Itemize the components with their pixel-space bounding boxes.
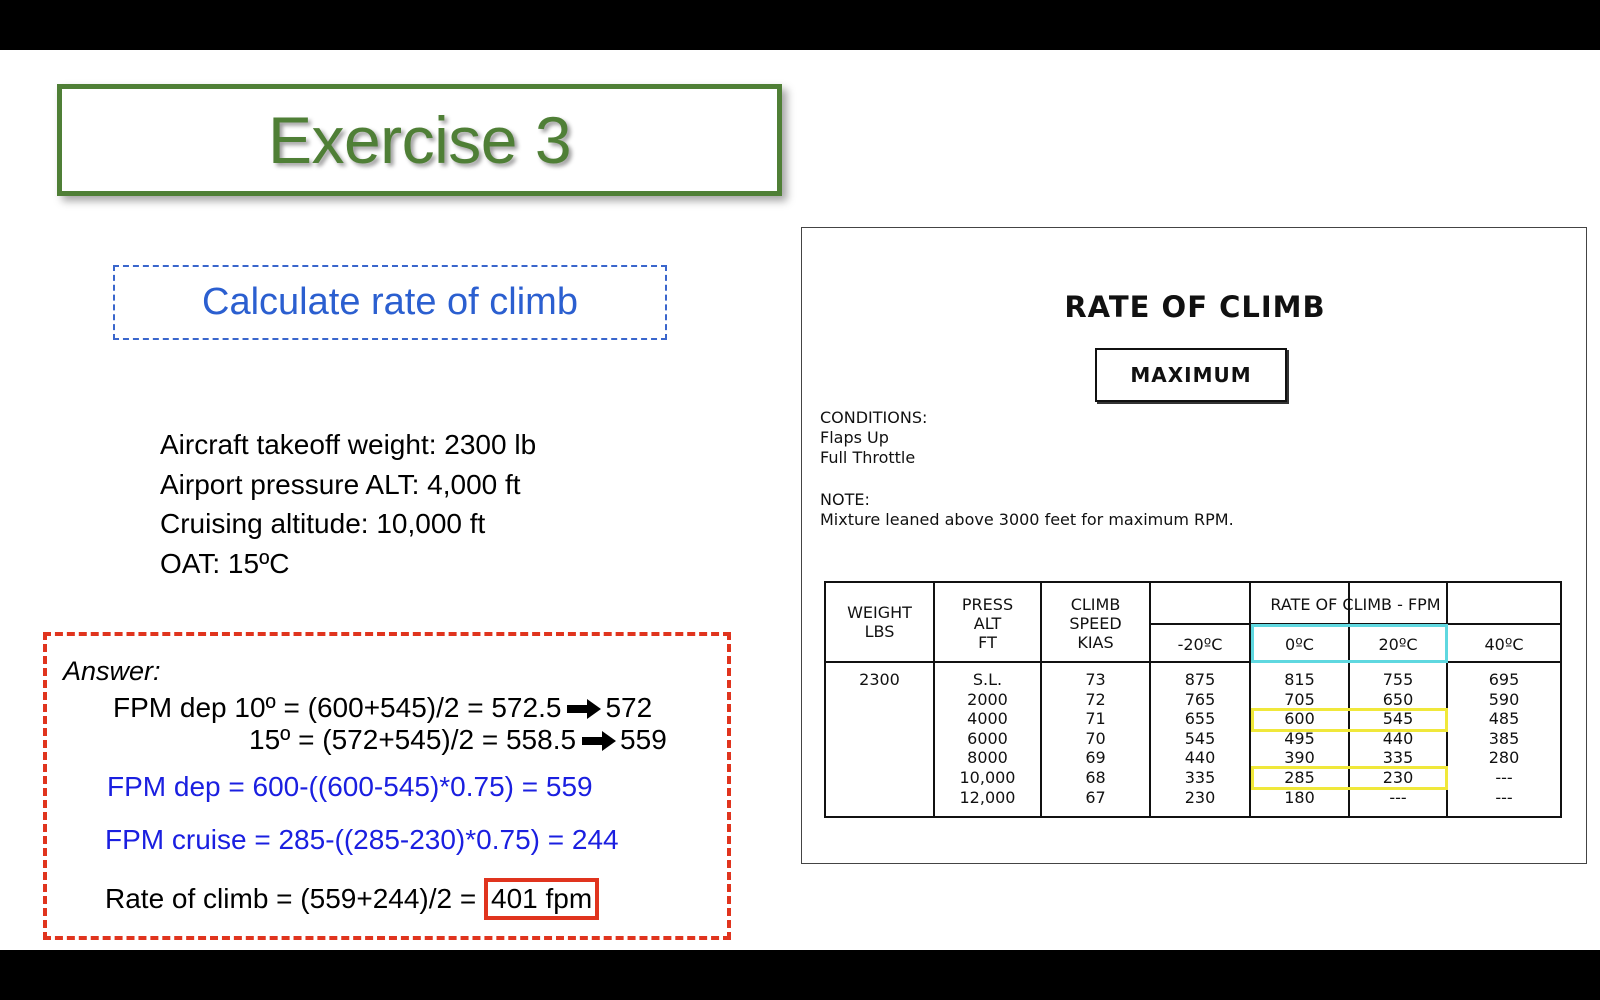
answer-line-2-text: 15º = (572+545)/2 = 558.5 xyxy=(249,724,577,755)
table-cell: 385 xyxy=(1488,728,1520,748)
table-cell: 6000 xyxy=(967,728,1008,748)
answer-line-3: FPM dep = 600-((600-545)*0.75) = 559 xyxy=(107,771,593,802)
table-cell: 68 xyxy=(1085,767,1106,787)
chart-title: RATE OF CLIMB xyxy=(1064,290,1326,324)
table-cell: 285 xyxy=(1284,767,1315,787)
table-cell: 10,000 xyxy=(959,767,1016,787)
header-weight xyxy=(826,603,933,641)
table-cell: 815 xyxy=(1284,670,1315,689)
slide xyxy=(0,50,1600,950)
table-cell: 70 xyxy=(1085,728,1106,748)
climb-speed-column xyxy=(1042,670,1149,807)
table-cell: 765 xyxy=(1184,689,1216,709)
table-cell: 440 xyxy=(1184,748,1216,768)
given-oat: OAT: 15ºC xyxy=(160,547,290,579)
given-pressure-alt: Airport pressure ALT: 4,000 ft xyxy=(160,468,521,500)
table-cell: 12,000 xyxy=(959,787,1016,807)
table-cell: 695 xyxy=(1488,670,1520,689)
table-cell: S.L. xyxy=(972,670,1003,689)
slide-title: Exercise 3 xyxy=(267,103,572,177)
header-temp-20: 20ºC xyxy=(1378,635,1418,654)
table-cell: 440 xyxy=(1382,728,1414,748)
table-cell: 280 xyxy=(1488,748,1520,768)
table-cell: 485 xyxy=(1488,709,1520,729)
answer-line-1-result: 572 xyxy=(605,692,653,723)
table-cell: 650 xyxy=(1382,689,1414,709)
header-temp-m20: -20ºC xyxy=(1177,635,1223,654)
table-cell: 8000 xyxy=(967,748,1008,768)
condition-throttle: Full Throttle xyxy=(820,448,916,467)
header-press-line3: FT xyxy=(978,633,997,652)
table-cell: 335 xyxy=(1382,748,1414,768)
highlight-row-10000 xyxy=(1251,766,1448,790)
answer-label: Answer: xyxy=(63,656,161,686)
header-temp-0: 0ºC xyxy=(1285,635,1314,654)
answer-box xyxy=(43,632,731,940)
table-cell: 495 xyxy=(1284,728,1315,748)
table-cell: 71 xyxy=(1085,709,1106,729)
table-cell: --- xyxy=(1389,787,1407,807)
rate-40-column xyxy=(1448,670,1560,807)
weight-cell: 2300 xyxy=(859,670,900,689)
header-speed-line3: KIAS xyxy=(1077,633,1114,652)
table-cell: 755 xyxy=(1382,670,1414,689)
given-cruise-alt: Cruising altitude: 10,000 ft xyxy=(160,508,486,539)
conditions-label: CONDITIONS: xyxy=(820,408,928,427)
highlight-temp-header xyxy=(1251,624,1448,663)
answer-line-5 xyxy=(105,878,599,920)
title-box xyxy=(57,84,782,196)
answer-line-1-text: FPM dep 10º = (600+545)/2 = 572.5 xyxy=(113,692,562,723)
table-cell: 545 xyxy=(1382,709,1414,729)
press-alt-column xyxy=(935,670,1040,807)
chart-note xyxy=(820,490,1234,530)
table-cell: --- xyxy=(1495,767,1513,787)
table-cell: 230 xyxy=(1382,767,1414,787)
right-arrow-icon xyxy=(582,726,616,758)
header-temp-40: 40ºC xyxy=(1484,635,1524,654)
given-data xyxy=(160,425,536,583)
header-press-alt xyxy=(935,595,1040,652)
table-cell: --- xyxy=(1495,787,1513,807)
table-cell: 2000 xyxy=(967,689,1008,709)
note-label: NOTE: xyxy=(820,490,870,509)
table-cell: 545 xyxy=(1184,728,1216,748)
answer-line-2 xyxy=(249,724,667,758)
answer-line-2-result: 559 xyxy=(620,724,667,755)
chart-conditions xyxy=(820,408,927,468)
header-weight-line2: LBS xyxy=(864,622,895,641)
table-cell: 590 xyxy=(1488,689,1520,709)
table-cell: 875 xyxy=(1184,670,1216,689)
final-answer: 401 fpm xyxy=(484,878,599,920)
table-cell: 4000 xyxy=(967,709,1008,729)
header-speed-line1: CLIMB xyxy=(1070,595,1121,614)
answer-line-4: FPM cruise = 285-((285-230)*0.75) = 244 xyxy=(105,824,619,855)
header-weight-line1: WEIGHT xyxy=(847,603,912,622)
highlight-row-4000 xyxy=(1251,708,1448,732)
slide-subtitle: Calculate rate of climb xyxy=(202,281,578,323)
table-cell: 390 xyxy=(1284,748,1315,768)
rate-m20-column xyxy=(1151,670,1249,807)
table-cell: 69 xyxy=(1085,748,1106,768)
table-cell: 600 xyxy=(1284,709,1315,729)
chart-subtitle: MAXIMUM xyxy=(1095,348,1287,402)
table-divider xyxy=(826,661,1560,663)
table-cell: 230 xyxy=(1184,787,1216,807)
table-cell: 180 xyxy=(1284,787,1315,807)
table-cell: 72 xyxy=(1085,689,1106,709)
answer-line-1 xyxy=(113,692,652,726)
table-cell: 705 xyxy=(1284,689,1315,709)
header-press-line1: PRESS xyxy=(961,595,1014,614)
rate-of-climb-chart xyxy=(801,227,1587,864)
answer-line-5-text: Rate of climb = (559+244)/2 = xyxy=(105,883,484,914)
header-press-line2: ALT xyxy=(973,614,1002,633)
table-cell: 73 xyxy=(1085,670,1106,689)
note-text: Mixture leaned above 3000 feet for maximum RPM. xyxy=(820,510,1234,529)
right-arrow-icon xyxy=(567,694,601,726)
header-rate-group: RATE OF CLIMB - FPM xyxy=(1270,595,1441,614)
given-weight: Aircraft takeoff weight: 2300 lb xyxy=(160,429,537,460)
subtitle-box xyxy=(113,265,667,340)
header-speed-line2: SPEED xyxy=(1069,614,1122,633)
table-cell: 67 xyxy=(1085,787,1106,807)
rate-of-climb-table xyxy=(824,581,1562,818)
condition-flaps: Flaps Up xyxy=(820,428,889,447)
table-cell: 655 xyxy=(1184,709,1216,729)
table-cell: 335 xyxy=(1184,767,1216,787)
header-climb-speed xyxy=(1042,595,1149,652)
